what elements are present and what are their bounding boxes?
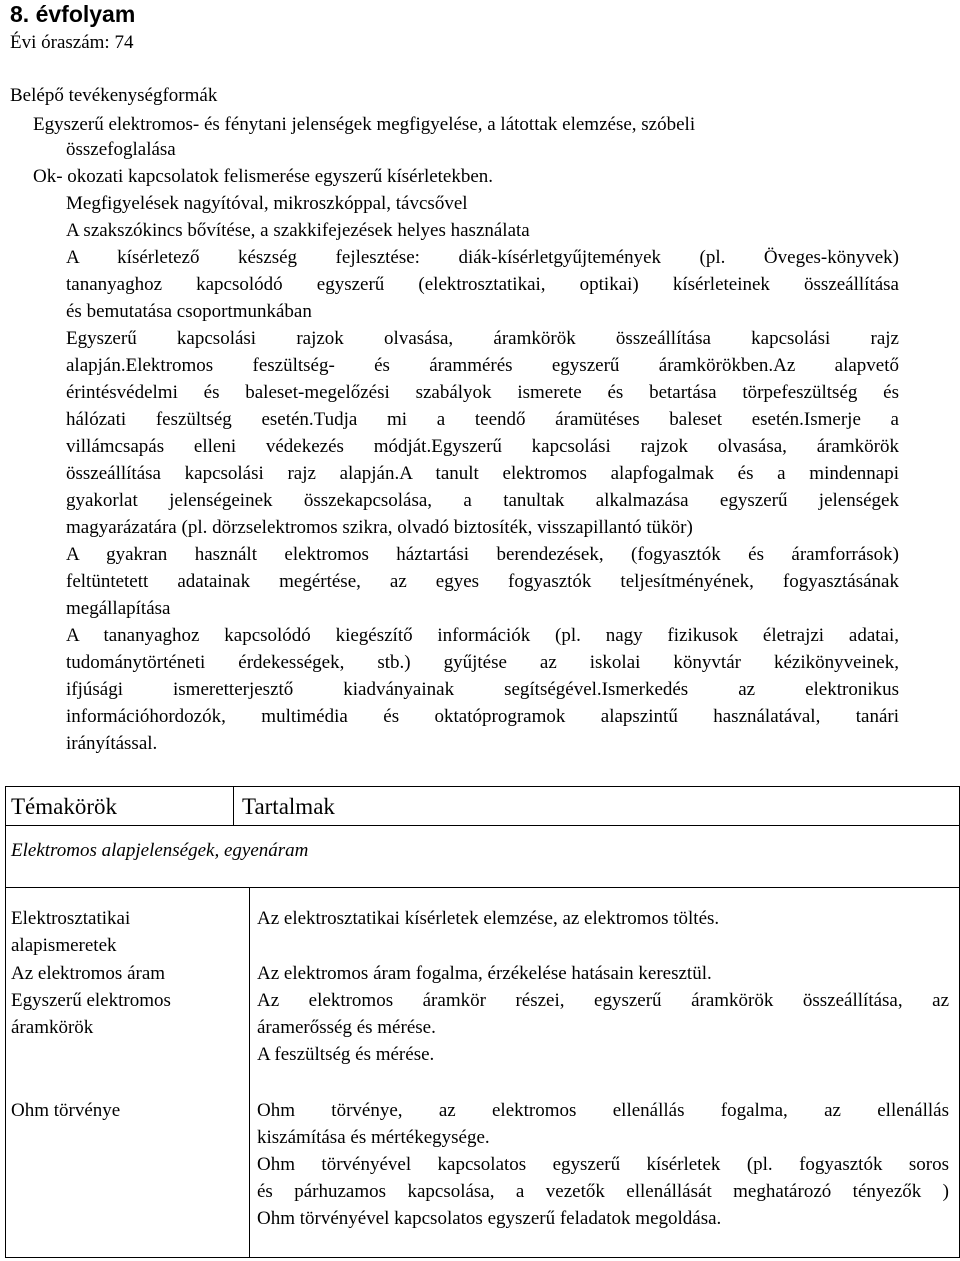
entry-line: tudománytörténeti érdekességek, stb.) gyűjtése az iskolai könyvtár kézikönyveinek,: [66, 652, 899, 673]
entry-line: ifjúsági ismeretterjesztő kiadványainak segítségével.Ismerkedés az elektronikus: [66, 679, 899, 700]
grade-title: 8. évfolyam: [10, 1, 136, 27]
content-line: áramerősség és mérése.: [257, 1017, 436, 1038]
entry-line: A szakszókincs bővítése, a szakkifejezések helyes használata: [66, 220, 530, 241]
section-title: Elektromos alapjelenségek, egyenáram: [11, 840, 309, 861]
entry-line: feltüntetett adatainak megértése, az egyes fogyasztók teljesítményének, fogyasztásának: [66, 571, 899, 592]
body-column-divider: [249, 887, 250, 1257]
content-line: kiszámítása és mértékegysége.: [257, 1127, 490, 1148]
topic-cell: [11, 1097, 231, 1124]
entry-line: alapján.Elektromos feszültség- és árammérés egyszerű áramkörökben.Az alapvető: [66, 355, 899, 376]
entry-line: tananyaghoz kapcsolódó egyszerű (elektrosztatikai, optikai) kísérleteinek összeállítása: [66, 274, 899, 295]
entry-line: információhordozók, multimédia és oktatóprogramok alapszintű használatával, tanári: [66, 706, 899, 727]
header-divider: [233, 787, 234, 825]
section-bottom-rule: [6, 887, 959, 888]
entry-line: irányítással.: [66, 733, 158, 754]
entry-line: megállapítása: [66, 598, 171, 619]
entry-line: gyakorlat jelenségeinek összekapcsolása, a tanultak alkalmazása egyszerű jelenségek: [66, 490, 899, 511]
content-line: Ohm törvényével kapcsolatos egyszerű feladatok megoldása.: [257, 1208, 722, 1229]
entry-line: A tananyaghoz kapcsolódó kiegészítő információk (pl. nagy fizikusok életrajzi adatai,: [66, 625, 899, 646]
entry-line: összeállítása kapcsolási rajz alapján.A tanult elektromos alapfogalmak és a mindennapi: [66, 463, 899, 484]
header-bottom-rule: [6, 825, 959, 826]
entry-line: összefoglalása: [66, 139, 176, 160]
entry-line: A kísérletező készség fejlesztése: diák-kísérletgyűjtemények (pl. Öveges-könyvek): [66, 247, 899, 268]
topic-cell: [11, 960, 231, 1041]
content-line: Ohm törvényével kapcsolatos egyszerű kísérletek (pl. fogyasztók soros: [257, 1154, 949, 1175]
content-line: Ohm törvénye, az elektromos ellenállás fogalma, az ellenállás: [257, 1100, 949, 1121]
entry-line: Egyszerű kapcsolási rajzok olvasása, áramkörök összeállítása kapcsolási rajz: [66, 328, 899, 349]
topic-line: Egyszerű elektromos: [11, 990, 171, 1011]
topic-line: Ohm törvénye: [11, 1100, 121, 1121]
entry-line: magyarázatára (pl. dörzselektromos szikra, olvadó biztosíték, visszapillantó tükör): [66, 517, 693, 538]
entry-line: Ok- okozati kapcsolatok felismerése egyszerű kísérletekben.: [33, 166, 494, 187]
entry-line: hálózati feszültség esetén.Tudja mi a teendő áramütéses baleset esetén.Ismerje a: [66, 409, 899, 430]
topic-line: Az elektromos áram: [11, 963, 166, 984]
column-header-topics: Témakörök: [11, 794, 118, 819]
entry-line: villámcsapás elleni védekezés módját.Egyszerű kapcsolási rajzok olvasása, áramkörök: [66, 436, 899, 457]
annual-hours: Évi óraszám: 74: [10, 32, 134, 53]
entry-line: A gyakran használt elektromos háztartási berendezések, (fogyasztók és áramforrások): [66, 544, 899, 565]
entry-line: és bemutatása csoportmunkában: [66, 301, 312, 322]
entry-line: érintésvédelmi és baleset-megelőzési szabályok ismerete és betartása törpefeszültség és: [66, 382, 899, 403]
entry-activities-heading: Belépő tevékenységformák: [10, 85, 218, 106]
entry-line: Egyszerű elektromos- és fénytani jelenségek megfigyelése, a látottak elemzése, szóbeli: [33, 114, 696, 135]
topic-line: Elektrosztatikai: [11, 908, 131, 929]
topic-line: alapismeretek: [11, 935, 117, 956]
content-cell: [257, 905, 949, 932]
content-line: Az elektromos áram fogalma, érzékelése hatásain keresztül.: [257, 963, 712, 984]
content-line: A feszültség és mérése.: [257, 1044, 435, 1065]
topic-cell: [11, 905, 231, 959]
curriculum-table: [5, 786, 960, 1258]
topic-line: áramkörök: [11, 1017, 94, 1038]
content-cell: [257, 960, 949, 1068]
content-cell: [257, 1097, 949, 1232]
content-line: Az elektromos áramkör részei, egyszerű áramkörök összeállítása, az: [257, 990, 949, 1011]
content-line: és párhuzamos kapcsolása, a vezetők ellenállását meghatározó tényezők ): [257, 1181, 949, 1202]
entry-line: Megfigyelések nagyítóval, mikroszkóppal, távcsővel: [66, 193, 468, 214]
column-header-contents: Tartalmak: [242, 794, 335, 819]
content-line: Az elektrosztatikai kísérletek elemzése, az elektromos töltés.: [257, 908, 720, 929]
